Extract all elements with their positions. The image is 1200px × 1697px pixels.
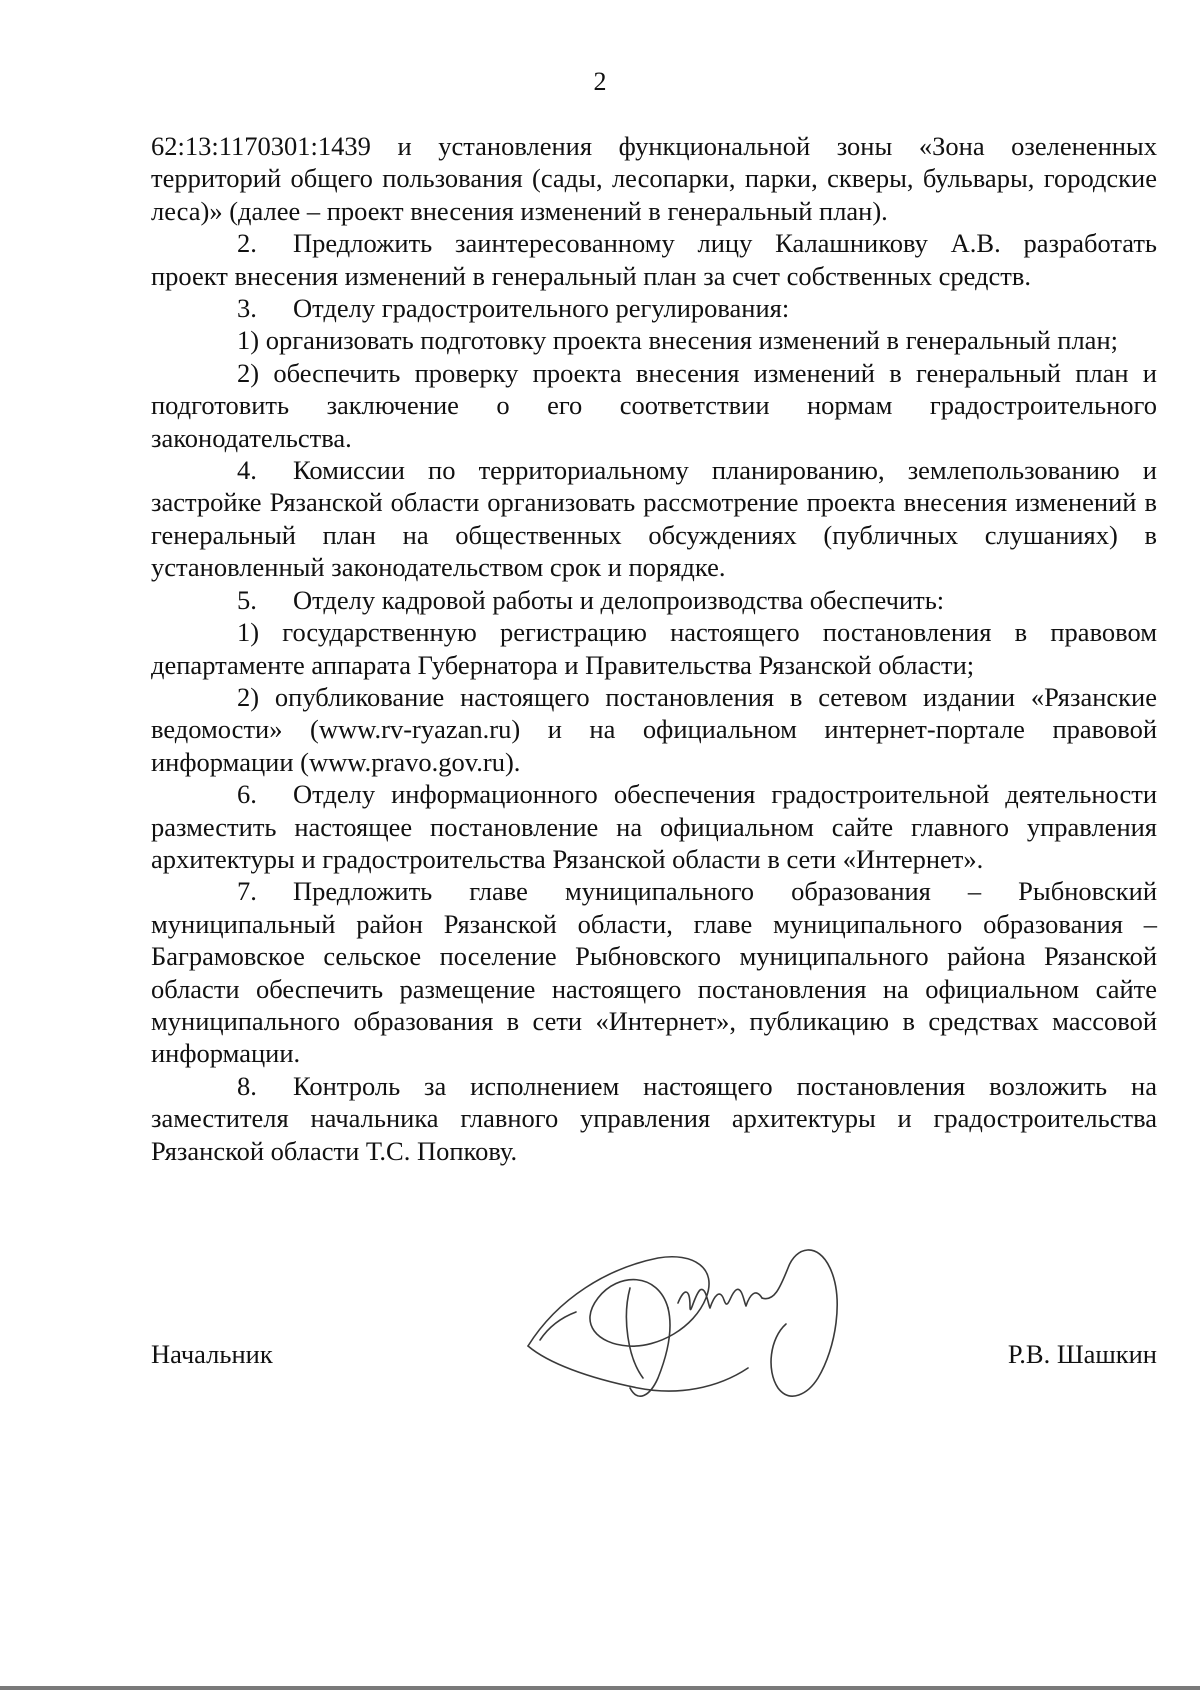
item-number: 6. (237, 779, 257, 810)
paragraph-item-3 (151, 292, 1157, 324)
paragraph-continuation (151, 130, 1157, 227)
item-number: 2. (237, 228, 257, 259)
paragraph-item-7 (151, 875, 1157, 1069)
paragraph-item-2 (151, 227, 1157, 292)
paragraph-item-6 (151, 778, 1157, 875)
paragraph-text: Отделу градостроительного регулирования: (293, 293, 790, 324)
page-number: 2 (593, 67, 607, 96)
item-number: 8. (237, 1070, 257, 1101)
paragraph-subitem-5-2 (151, 681, 1157, 778)
paragraph-text: 62:13:1170301:1439 и установления функциональной зоны «Зона озелененных территорий общего пользования (сады, лесопарки, парки, скверы, бульвары, городские леса)» (далее – проект внесения изменений в генеральный план). (151, 131, 1157, 226)
paragraph-text: Отделу информационного обеспечения градостроительной деятельности разместить настоящее постановление на официальном сайте главного управления архитектуры и градостроительства Рязанской области в сети «Интернет». (151, 779, 1157, 874)
paragraph-item-4 (151, 454, 1157, 584)
document-body (151, 130, 1157, 1167)
item-number: 5. (237, 584, 257, 615)
paragraph-text: Предложить заинтересованному лицу Калашникову А.В. разработать проект внесения изменений в генеральный план за счет собственных средств. (151, 228, 1157, 291)
paragraph-text: Контроль за исполнением настоящего постановления возложить на заместителя начальника главного управления архитектуры и градостроительства Рязанской области Т.С. Попкову. (151, 1070, 1157, 1166)
paragraph-text: Предложить главе муниципального образования – Рыбновский муниципальный район Рязанской области, главе муниципального образования – Баграмовское сельское поселение Рыбновского муниципального района Рязанской области обеспечить размещение настоящего постановления на официальном сайте муниципального образования в сети «Интернет», публикацию в средствах массовой информации. (151, 876, 1157, 1069)
paragraph-item-8 (151, 1070, 1157, 1167)
page-bottom-edge (0, 1686, 1200, 1690)
paragraph-item-5 (151, 584, 1157, 616)
paragraph-subitem-3-1 (151, 324, 1157, 356)
paragraph-text: 2) опубликование настоящего постановления в сетевом издании «Рязанские ведомости» (www.rv-ryazan.ru) и на официальном интернет-портале правовой информации (www.pravo.gov.ru). (151, 681, 1157, 777)
paragraph-subitem-5-1 (151, 616, 1157, 681)
paragraph-text: 2) обеспечить проверку проекта внесения изменений в генеральный план и подготовить заключение о его соответствии нормам градостроительного законодательства. (151, 357, 1157, 453)
paragraph-subitem-3-2 (151, 357, 1157, 454)
signature-block (151, 1330, 1157, 1390)
item-number: 7. (237, 876, 257, 907)
item-number: 3. (237, 293, 257, 324)
paragraph-text: 1) государственную регистрацию настоящего постановления в правовом департаменте аппарата Губернатора и Правительства Рязанской области; (151, 617, 1157, 680)
paragraph-text: Отделу кадровой работы и делопроизводства обеспечить: (293, 584, 945, 615)
item-number: 4. (237, 455, 257, 486)
signatory-name: Р.В. Шашкин (1007, 1339, 1157, 1369)
signatory-position: Начальник (151, 1339, 273, 1369)
paragraph-text: Комиссии по территориальному планированию, землепользованию и застройке Рязанской области организовать рассмотрение проекта внесения изменений в генеральный план на общественных обсуждениях (публичных слушаниях) в установленный законодательством срок и порядке. (151, 455, 1157, 583)
paragraph-text: 1) организовать подготовку проекта внесения изменений в генеральный план; (237, 325, 1118, 356)
